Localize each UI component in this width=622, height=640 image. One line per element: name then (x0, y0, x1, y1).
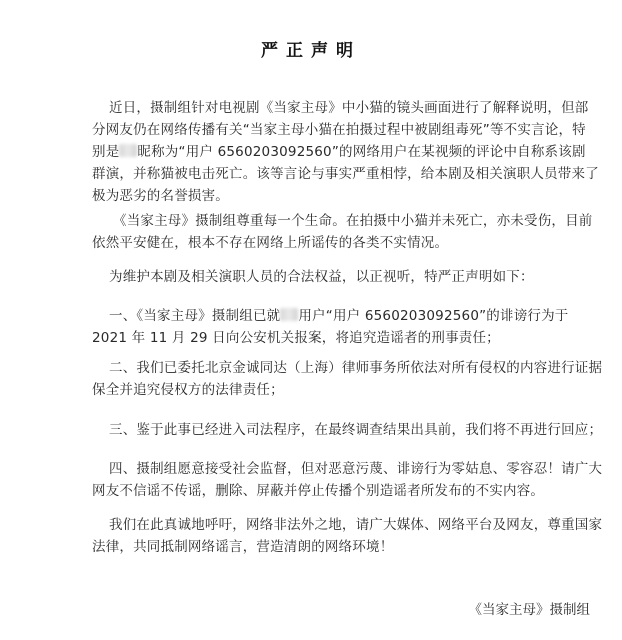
item-1-line-2: 2021 年 11 月 29 日向公安机关报案，将追究造谣者的刑事责任； (92, 330, 500, 346)
redacted-username (119, 144, 137, 157)
statement-title: 严正声明 (261, 41, 361, 61)
paragraph-2-line-2: 依然平安健在，根本不存在网络上所谣传的各类不实情况。 (92, 235, 449, 251)
paragraph-3-line-1: 为维护本剧及相关演职人员的合法权益，以正视听，特严正声明如下： (109, 269, 534, 285)
item-1-line-1 (109, 307, 569, 325)
item-4-line-1: 四、摄制组愿意接受社会监督，但对恶意污蔑、诽谤行为零姑息、零容忍！请广大 (109, 461, 603, 477)
closing-line-2: 法律，共同抵制网络谣言，营造清朗的网络环境！ (92, 539, 394, 555)
paragraph-1-line-1: 近日，摄制组针对电视剧《当家主母》中小猫的镜头画面进行了解释说明，但部 (109, 100, 589, 116)
closing-line-1: 我们在此真诚地呼吁，网络非法外之地，请广大媒体、网络平台及网友，尊重国家 (109, 517, 603, 533)
item-1-line-1-after: 用户“用户 6560203092560”的诽谤行为于 (298, 308, 569, 324)
paragraph-1-line-3 (92, 143, 586, 161)
item-2-line-1: 二、我们已委托北京金诚同达（上海）律师事务所依法对所有侵权的内容进行证据 (109, 360, 603, 376)
redacted-name (280, 308, 298, 321)
paragraph-1-line-4: 群演，并称猫被电击死亡。该等言论与事实严重相悖，给本剧及相关演职人员带来了 (92, 166, 599, 182)
paragraph-1-line-3-after: 昵称为“用户 6560203092560”的网络用户在某视频的评论中自称系该剧 (137, 144, 586, 160)
item-2-line-2: 保全并追究侵权方的法律责任； (92, 382, 284, 398)
paragraph-2-line-1: 《当家主母》摄制组尊重每一个生命。在拍摄中小猫并未死亡，亦未受伤，目前 (113, 213, 593, 229)
item-3-line-1: 三、鉴于此事已经进入司法程序，在最终调查结果出具前，我们将不再进行回应； (109, 422, 603, 438)
paragraph-1-line-2: 分网友仍在网络传播有关“当家主母小猫在拍摄过程中被剧组毒死”等不实言论，特 (92, 122, 586, 138)
paragraph-1-line-5: 极为恶劣的名誉损害。 (92, 188, 229, 204)
signature: 《当家主母》摄制组 (468, 602, 590, 618)
paragraph-1-line-3-before: 别是 (92, 144, 120, 160)
item-4-line-2: 网友不信谣不传谣，删除、屏蔽并停止传播个别造谣者所发布的不实内容。 (92, 483, 545, 499)
item-1-line-1-before: 一、《当家主母》摄制组已就 (109, 308, 281, 324)
